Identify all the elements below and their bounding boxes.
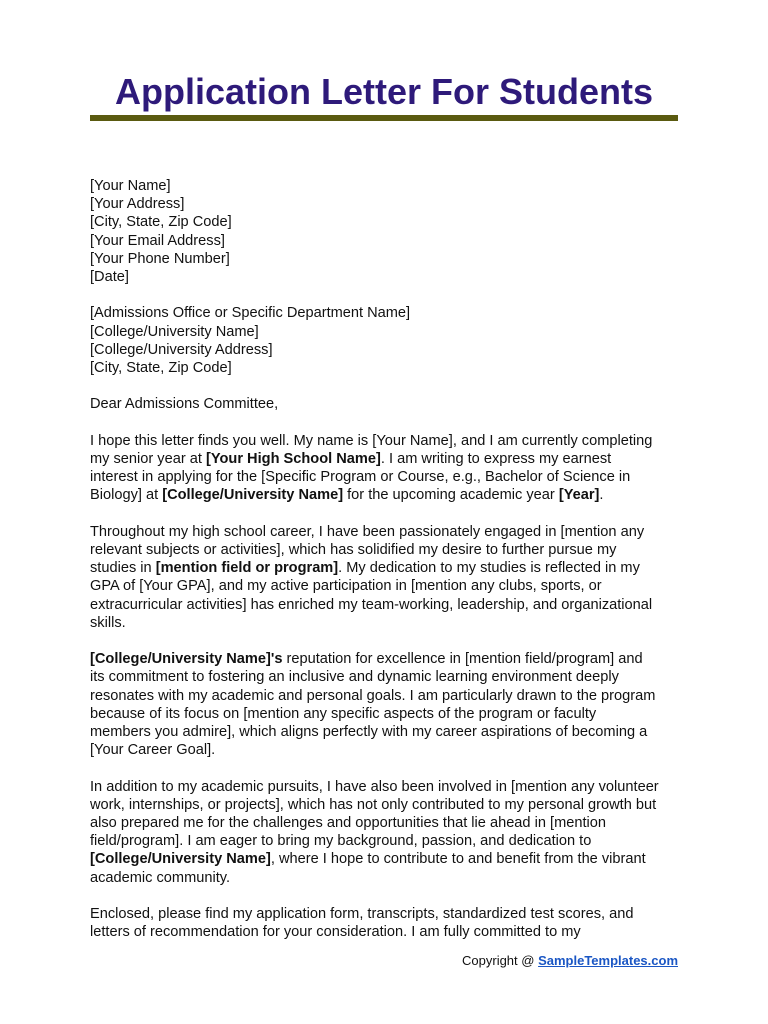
paragraph-line: [College/University Name]'s reputation for excellence in [mention field/program] and [90,651,643,668]
paragraph-line: work, internships, or projects], which has not only contributed to my personal growth but [90,796,657,813]
sender-city: [City, State, Zip Code] [90,214,232,231]
paragraph-line: Throughout my high school career, I have been passionately engaged in [mention any [90,523,645,540]
paragraph-line: [College/University Name], where I hope to contribute to and benefit from the vibrant [90,851,646,868]
paragraph-line: In addition to my academic pursuits, I have also been involved in [mention any volunteer [90,778,659,795]
sender-address: [Your Address] [90,196,185,213]
paragraph-line: letters of recommendation for your consideration. I am fully committed to my [90,924,581,941]
salutation: Dear Admissions Committee, [90,396,279,413]
paragraph-line: also prepared me for the challenges and opportunities that lie ahead in [mention [90,815,606,832]
recipient-address: [College/University Address] [90,341,273,358]
paragraph-line: [Your Career Goal]. [90,742,216,759]
paragraph-4 [90,778,690,887]
paragraph-1 [90,432,690,505]
sender-block [90,177,690,286]
page-title: Application Letter For Students [114,71,653,112]
sender-email: [Your Email Address] [90,232,225,249]
recipient-block [90,304,690,377]
paragraph-5 [90,905,690,941]
paragraph-line: extracurricular activities] has enriched my team-working, leadership, and organizational [90,596,653,613]
paragraph-3 [90,650,690,759]
sampletemplates-link[interactable]: SampleTemplates.com [538,953,678,968]
paragraph-line: relevant subjects or activities], which has solidified my desire to further pursue my [90,542,617,558]
copyright-footer [462,953,678,969]
paragraph-line: Enclosed, please find my application form, transcripts, standardized test scores, and [90,906,634,923]
paragraph-line: resonates with my academic and personal goals. I am particularly drawn to the program [90,687,656,704]
paragraph-line: academic community. [90,869,231,886]
paragraph-line: skills. [90,614,126,631]
paragraph-line: my senior year at [Your High School Name]. I am writing to express my earnest [90,451,612,467]
paragraph-line: GPA of [Your GPA], and my active participation in [mention any clubs, sports, or [90,578,602,595]
sender-phone: [Your Phone Number] [90,250,230,267]
recipient-office: [Admissions Office or Specific Department Name] [90,305,411,322]
title-underline [90,115,678,121]
paragraph-line: members you admire], which aligns perfectly with my career aspirations of becoming a [90,724,648,741]
paragraph-line: its commitment to fostering an inclusive and dynamic learning environment deeply [90,669,619,686]
paragraph-line: I hope this letter finds you well. My name is [Your Name], and I am currently completing [90,432,653,449]
copyright-text: Copyright @ [462,953,539,968]
paragraph-line: interest in applying for the [Specific Program or Course, e.g., Bachelor of Science in [90,469,631,486]
sender-name: [Your Name] [90,178,171,194]
paragraph-line: studies in [mention field or program]. My dedication to my studies is reflected in my [90,560,640,577]
paragraph-line: field/program]. I am eager to bring my background, passion, and dedication to [90,833,592,850]
letter-body [90,177,690,941]
paragraph-2 [90,523,690,632]
letter-date: [Date] [90,269,129,286]
paragraph-line: because of its focus on [mention any specific aspects of the program or faculty [90,705,597,722]
recipient-college: [College/University Name] [90,323,259,340]
paragraph-line: Biology] at [College/University Name] for the upcoming academic year [Year]. [90,487,604,504]
recipient-city: [City, State, Zip Code] [90,360,232,377]
